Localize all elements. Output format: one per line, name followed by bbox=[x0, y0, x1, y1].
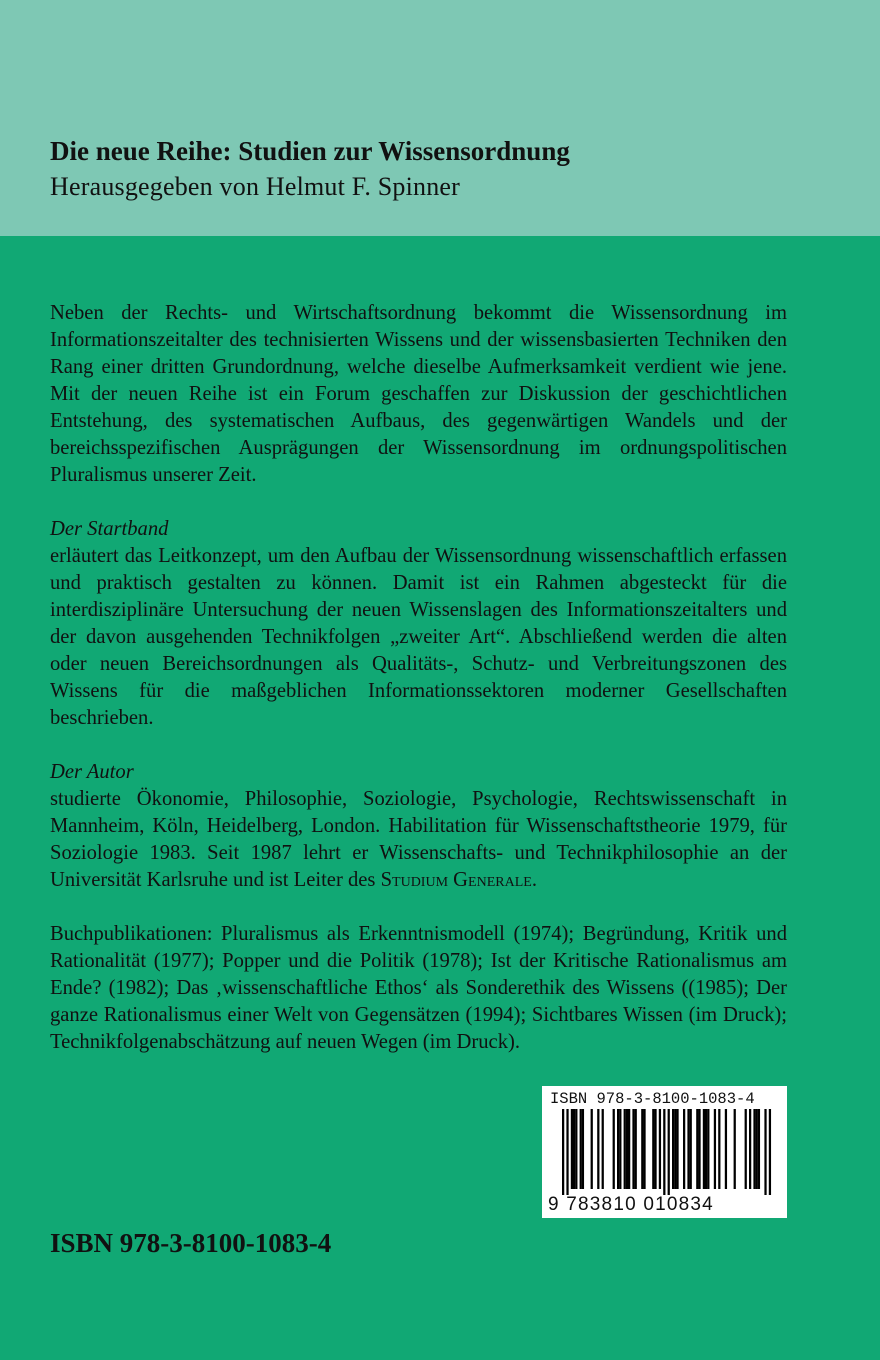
barcode-bar bbox=[764, 1109, 766, 1195]
barcode-bar bbox=[641, 1109, 643, 1189]
barcode-bar bbox=[652, 1109, 654, 1189]
startband-paragraph: erläutert das Leitkonzept, um den Aufbau der Wissensordnung wissenschaftlich erfassen und praktisch gestalten zu können. Damit ist ein Rahmen abgesteckt für die interdisziplinäre Untersuchung der neuen Wissenslagen des Informationszeitalters und der davon ausgehenden Technikfolgen „zweiter Art“. Abschließend werden die alten oder neuen Bereichsordnungen als Qualitäts-, Schutz- und Verbreitungszonen des Wissens für die maßgeblichen Informationssektoren moderner Gesellschaften beschrieben. bbox=[50, 545, 787, 729]
autor-paragraph bbox=[50, 786, 787, 894]
barcode-bar bbox=[703, 1109, 705, 1189]
barcode-bar bbox=[643, 1109, 645, 1189]
barcode-bar bbox=[597, 1109, 599, 1189]
paragraph-gap bbox=[50, 894, 787, 921]
barcode-bar bbox=[626, 1109, 628, 1189]
barcode-bar bbox=[698, 1109, 700, 1189]
barcode-bar bbox=[654, 1109, 656, 1189]
barcode-bar bbox=[758, 1109, 760, 1189]
barcode-bar bbox=[672, 1109, 674, 1189]
barcode-bar bbox=[696, 1109, 698, 1189]
barcode-bar bbox=[571, 1109, 573, 1189]
publications-paragraph: Buchpublikationen: Pluralismus als Erkenntnismodell (1974); Begründung, Kritik und Rationalität (1977); Popper und die Politik (1978); Ist der Kritische Rationalismus am Ende? (1982); Das ‚wissenschaftliche Ethos‘ als Sonderethik des Wissens ((1985); Der ganze Rationalismus einer Welt von Gegensätzen (1994); Sichtbares Wissen (im Druck); Technikfolgenabschätzung auf neuen Wegen (im Druck). bbox=[50, 923, 787, 1053]
barcode-bar bbox=[575, 1109, 577, 1189]
paragraph-gap bbox=[50, 489, 787, 516]
barcode-bar bbox=[745, 1109, 747, 1189]
paragraph-gap bbox=[50, 732, 787, 759]
startband-label: Der Startband bbox=[50, 518, 169, 540]
barcode-bar bbox=[753, 1109, 755, 1189]
barcode-bar bbox=[668, 1109, 670, 1195]
barcode-bar bbox=[676, 1109, 678, 1189]
series-editor: Herausgegeben von Helmut F. Spinner bbox=[50, 172, 460, 201]
barcode-bar bbox=[707, 1109, 709, 1189]
barcode-bar bbox=[683, 1109, 685, 1189]
barcode-bar bbox=[690, 1109, 692, 1189]
barcode-bar bbox=[756, 1109, 758, 1189]
barcode-bar bbox=[632, 1109, 634, 1189]
barcode-bar bbox=[769, 1109, 771, 1195]
barcode-bar bbox=[617, 1109, 619, 1189]
autor-text: studierte Ökonomie, Philosophie, Soziologie, Psychologie, Rechtswissenschaft in Mannheim, Köln, Heidelberg, London. Habilitation für Wissenschaftstheorie 1979, für Soziologie 1983. Seit 1987 lehrt er Wissenschafts- und Technikphilosophie an der Universität Karlsruhe und ist Leiter des bbox=[50, 788, 787, 891]
series-title: Die neue Reihe: Studien zur Wissensordnung bbox=[50, 136, 570, 166]
barcode-bar bbox=[562, 1109, 564, 1195]
blurb-text bbox=[50, 300, 787, 1056]
barcode-bar bbox=[663, 1109, 665, 1195]
barcode-bar bbox=[714, 1109, 716, 1189]
barcode-bar bbox=[687, 1109, 689, 1189]
barcode-bar bbox=[749, 1109, 751, 1189]
barcode-bar bbox=[734, 1109, 736, 1189]
barcode-bar bbox=[705, 1109, 707, 1189]
studium-generale: Studium Generale bbox=[380, 869, 532, 891]
intro-paragraph: Neben der Rechts- und Wirtschaftsordnung bekommt die Wissensordnung im Informationszeitalter des technisierten Wissens und der wissensbasierten Techniken den Rang einer dritten Grundordnung, welche dieselbe Aufmerksamkeit verdient wie jene. Mit der neuen Reihe ist ein Forum geschaffen zur Diskussion der geschichtlichen Entstehung, des systematischen Aufbaus, des gegenwärtigen Wandels und der bereichsspezifischen Ausprägungen der Wissensordnung im ordnungspolitischen Pluralismus unserer Zeit. bbox=[50, 302, 787, 486]
autor-end: . bbox=[531, 869, 537, 891]
autor-label: Der Autor bbox=[50, 761, 134, 783]
barcode-bar bbox=[619, 1109, 621, 1189]
barcode-bar bbox=[602, 1109, 604, 1189]
barcode-bar bbox=[718, 1109, 720, 1189]
barcode-bar bbox=[591, 1109, 593, 1189]
barcode-bar bbox=[628, 1109, 630, 1189]
barcode-bar bbox=[573, 1109, 575, 1189]
barcode-icon bbox=[548, 1109, 781, 1195]
barcode-bar bbox=[624, 1109, 626, 1189]
barcode-bar bbox=[613, 1109, 615, 1189]
barcode-bar bbox=[566, 1109, 568, 1195]
barcode-digits: 9 783810 010834 bbox=[548, 1194, 714, 1215]
barcode-isbn: ISBN 978-3-8100-1083-4 bbox=[550, 1090, 755, 1108]
barcode-bar bbox=[674, 1109, 676, 1189]
isbn-bottom: ISBN 978-3-8100-1083-4 bbox=[50, 1228, 332, 1258]
barcode-bar bbox=[582, 1109, 584, 1189]
barcode-bar bbox=[635, 1109, 637, 1189]
barcode-box bbox=[542, 1086, 787, 1218]
barcode-bar bbox=[659, 1109, 661, 1189]
barcode-bar bbox=[725, 1109, 727, 1189]
barcode-bar bbox=[580, 1109, 582, 1189]
